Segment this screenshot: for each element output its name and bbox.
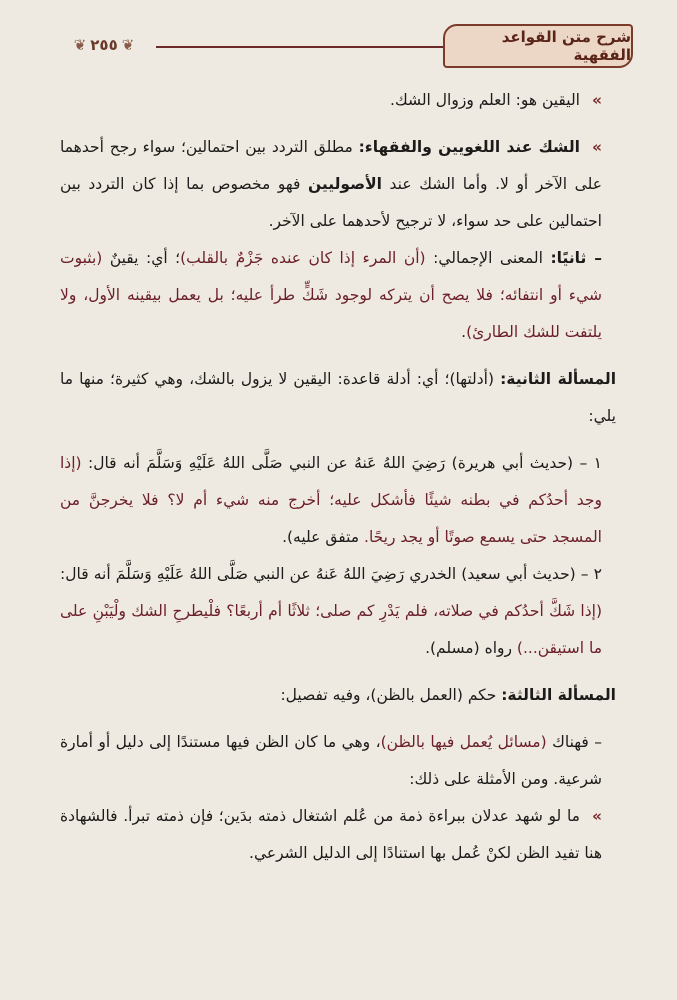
term-lead: الشك عند اللغويين والفقهاء: bbox=[358, 138, 580, 156]
hadith-quote: (إذا وجد أحدُكم في بطنه شيئًا فأشكل عليه؛ أخرج منه شيء أم لا؟ فلا يخرجنَّ من المسجد حتى يسمع صوتًا أو يجد ريحًا. bbox=[60, 454, 602, 546]
paragraph-text: رواه (مسلم). bbox=[425, 639, 517, 657]
page-content bbox=[60, 82, 616, 872]
term-strong: الأصوليين bbox=[307, 175, 382, 193]
page-number: ٢٥٥ bbox=[90, 36, 118, 54]
paragraph-text: ؛ أي: يقينٌ bbox=[102, 249, 181, 267]
bullet-icon: » bbox=[591, 807, 602, 825]
bullet-icon: » bbox=[591, 91, 602, 109]
paragraph-third-issue bbox=[60, 677, 616, 714]
ornament-left-icon: ❦ bbox=[73, 36, 87, 54]
quote-text: (مسائل يُعمل فيها بالظن) bbox=[380, 733, 547, 751]
paragraph-text: المعنى الإجمالي: bbox=[425, 249, 551, 267]
paragraph-general-meaning bbox=[60, 240, 616, 351]
paragraph-shak-definition bbox=[60, 129, 616, 240]
paragraph-yaqeen-definition bbox=[60, 82, 616, 119]
paragraph-text: ٢ – (حديث أبي سعيد) الخدري رَضِيَ اللهُ عَنهُ عن النبي صَلَّى اللهُ عَلَيْهِ وَسَلَّمَ أنه قال: bbox=[60, 565, 602, 583]
page-number-ornament bbox=[58, 32, 150, 58]
quote-text: (بثبوت شيء أو انتفائه؛ فلا يصح أن يتركه لوجود شَكٍّ طرأ عليه؛ بل يعمل بيقينه الأول، ولا يلتفت للشك الطارئ) bbox=[60, 249, 602, 341]
paragraph-text: ، وهي ما كان الظن فيها مستندًا إلى دليل أو أمارة شرعية. ومن الأمثلة على ذلك: bbox=[60, 733, 602, 788]
bullet-icon: » bbox=[591, 138, 602, 156]
paragraph-hadith-abu-saeed bbox=[60, 556, 616, 667]
section-lead: – ثانيًا: bbox=[550, 249, 603, 267]
ornament-right-icon: ❦ bbox=[121, 36, 135, 54]
book-title-banner: شرح متن القواعد الفقهية bbox=[443, 24, 633, 68]
paragraph-text: حكم (العمل بالظن)، وفيه تفصيل: bbox=[280, 686, 502, 704]
paragraph-text: – فهناك bbox=[546, 733, 602, 751]
issue-heading: المسألة الثالثة: bbox=[501, 686, 616, 704]
paragraph-text: فهو مخصوص بما إذا كان التردد بين احتمالين على حد سواء، لا ترجيح لأحدهما على الآخر. bbox=[60, 175, 602, 230]
paragraph-text: اليقين هو: العلم وزوال الشك. bbox=[390, 91, 580, 109]
paragraph-zann-cases bbox=[60, 724, 616, 798]
paragraph-hadith-abu-hurayra bbox=[60, 445, 616, 556]
quote-text: (أن المرء إذا كان عنده جَزْمٌ بالقلب) bbox=[180, 249, 426, 267]
paragraph-text: ١ – (حديث أبي هريرة) رَضِيَ اللهُ عَنهُ عن النبي صَلَّى اللهُ عَلَيْهِ وَسَلَّمَ أنه قال: bbox=[81, 454, 602, 472]
paragraph-text: متفق عليه). bbox=[282, 528, 365, 546]
paragraph-text: مطلق التردد بين احتمالين؛ سواء رجح أحدهما على الآخر أو لا. وأما الشك عند bbox=[60, 138, 602, 193]
hadith-quote: (إذا شَكَّ أحدُكم في صلاته، فلم يَدْرِ كم صلى؛ ثلاثًا أم أربعًا؟ فلْيطرحِ الشك ولْيَبْنِ على ما استيقن...) bbox=[60, 602, 602, 657]
paragraph-text: (أدلتها)؛ أي: أدلة قاعدة: اليقين لا يزول بالشك، وهي كثيرة؛ منها ما يلي: bbox=[60, 370, 616, 425]
paragraph-text: ما لو شهد عدلان ببراءة ذمة من عُلم اشتغال ذمته بدَين؛ فإن ذمته تبرأ. فالشهادة هنا تفيد الظن لكنْ عُمل بها استنادًا إلى الدليل الشرعي. bbox=[60, 807, 602, 862]
issue-heading: المسألة الثانية: bbox=[500, 370, 617, 388]
paragraph-text: . bbox=[461, 323, 467, 341]
paragraph-second-issue bbox=[60, 361, 616, 435]
paragraph-witness-example bbox=[60, 798, 616, 872]
page-header bbox=[58, 22, 633, 68]
